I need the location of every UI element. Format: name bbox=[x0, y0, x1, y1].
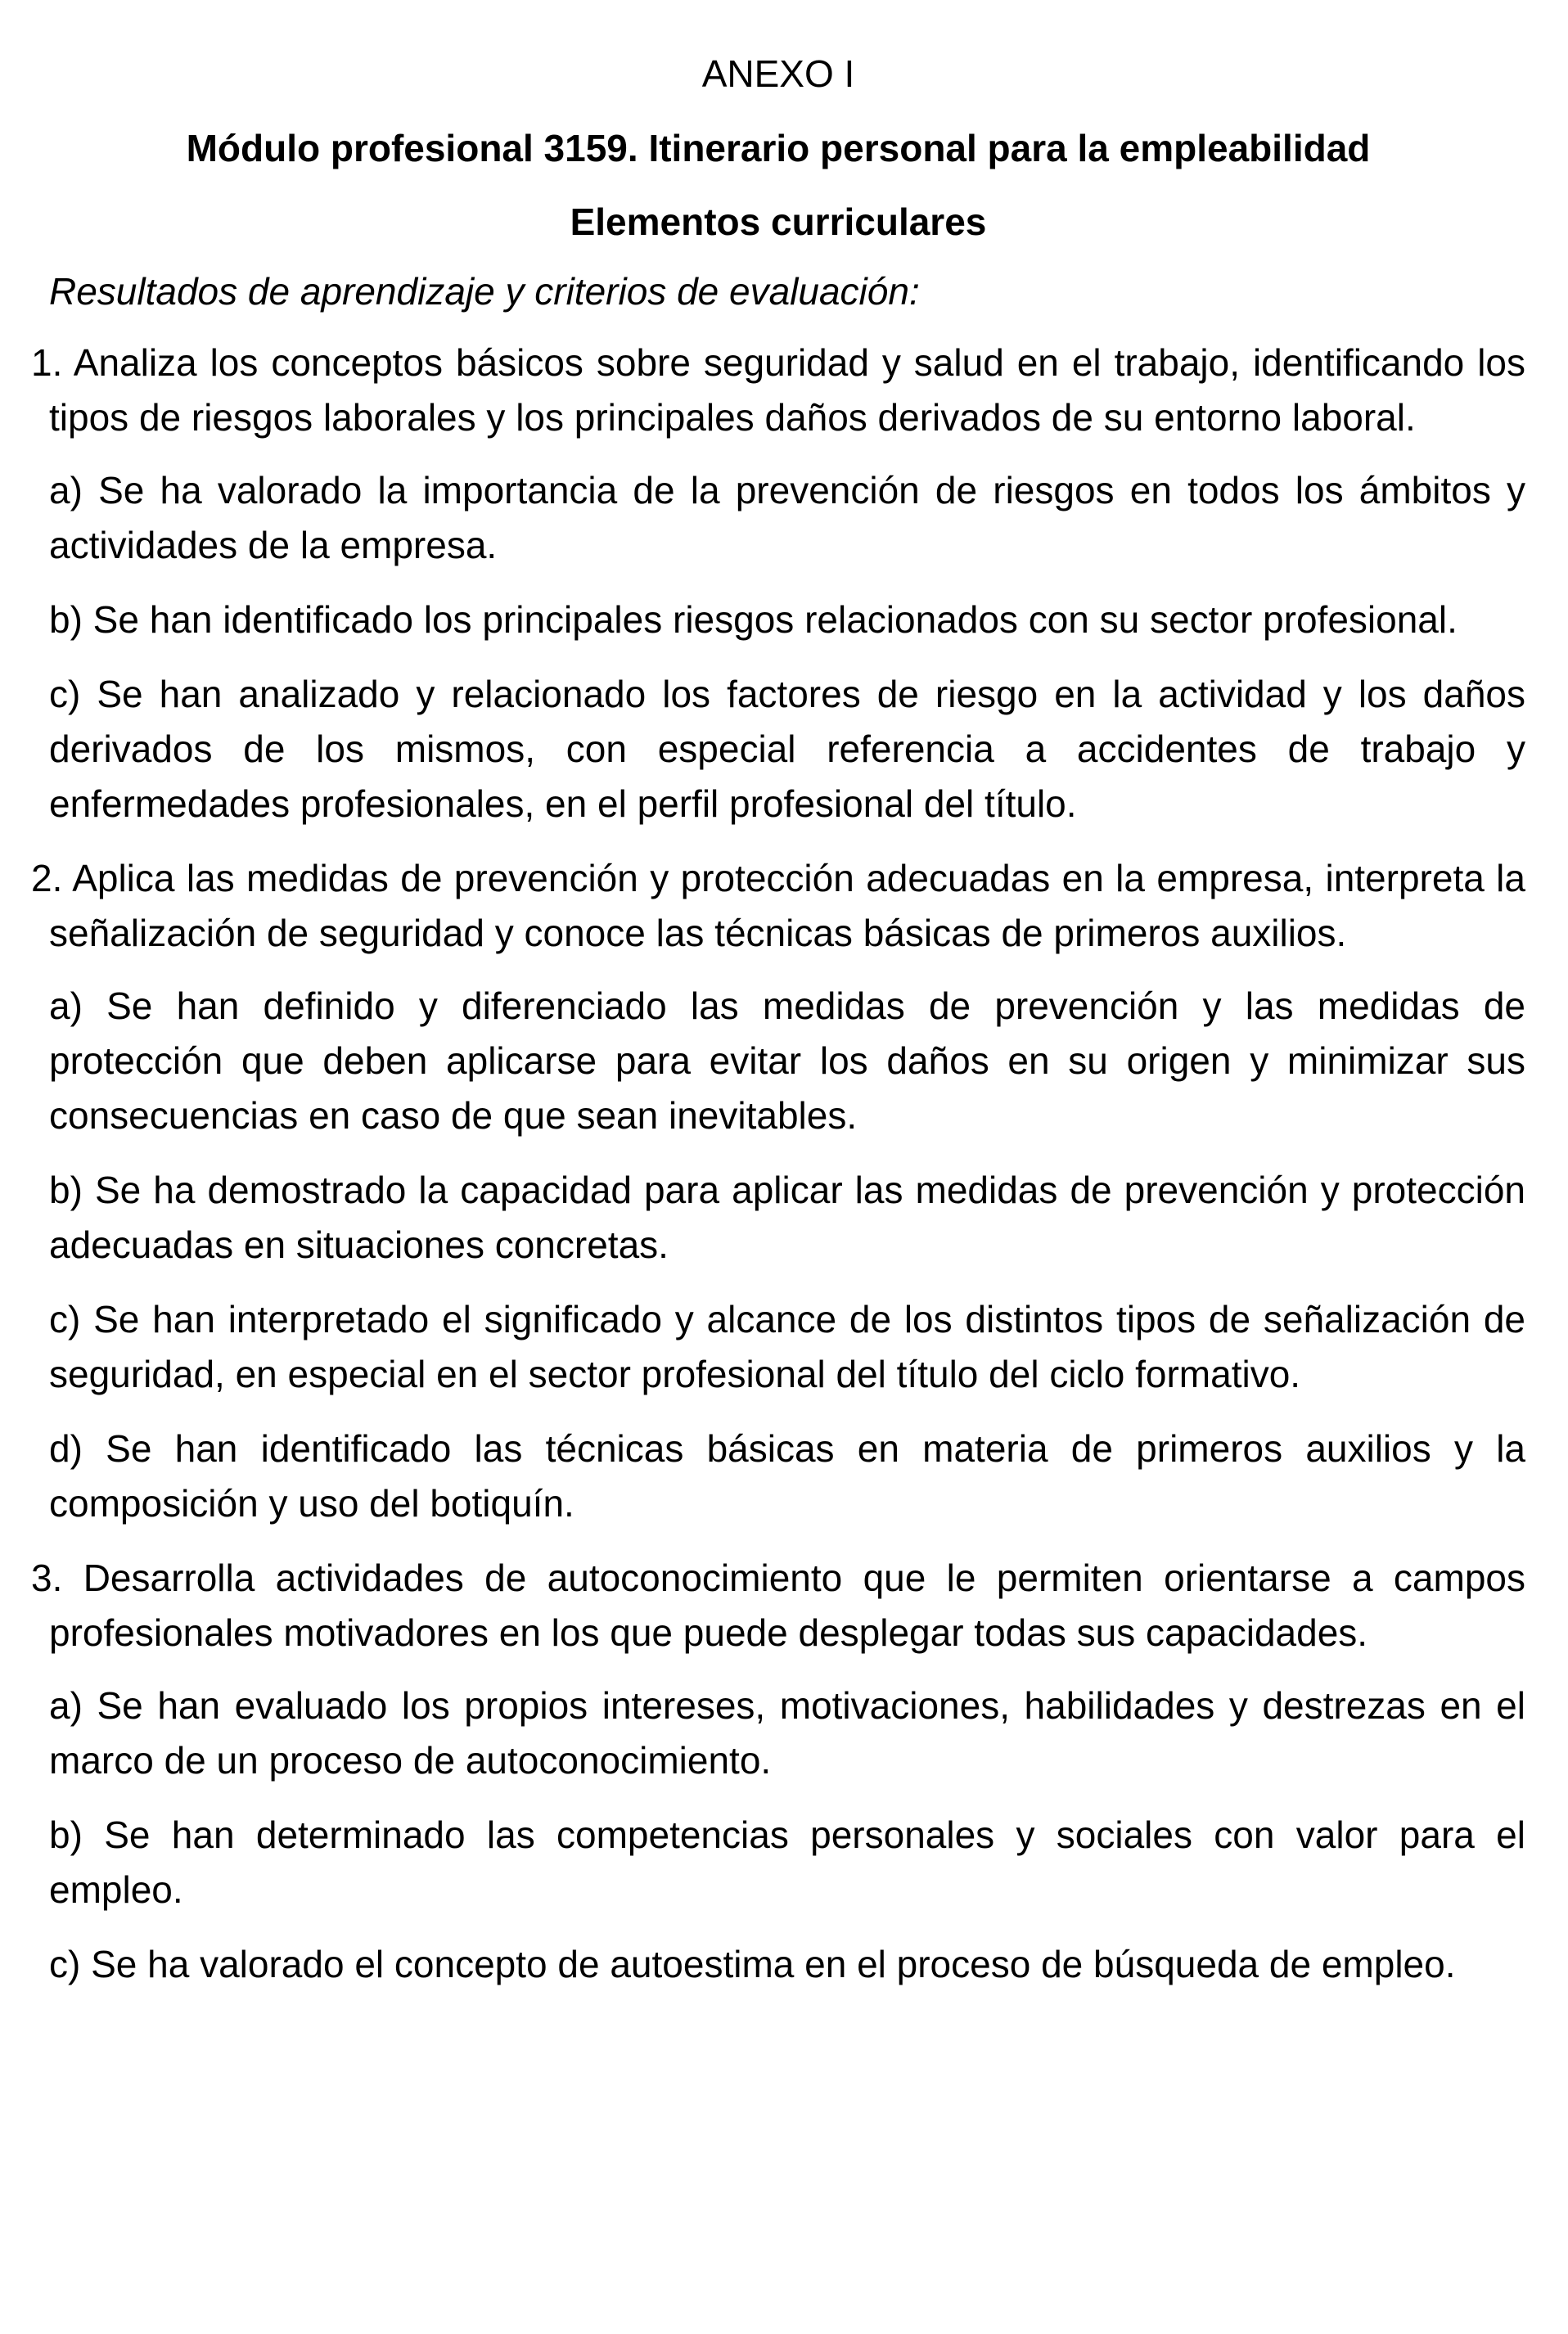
learning-outcome-3 bbox=[31, 1551, 1525, 1992]
criteria-list bbox=[31, 979, 1525, 1531]
section-title: Elementos curriculares bbox=[570, 201, 987, 243]
criterion-item: c) Se ha valorado el concepto de autoestima en el proceso de búsqueda de empleo. bbox=[49, 1943, 1456, 1985]
criterion-item: c) Se han interpretado el significado y alcance de los distintos tipos de señalización de seguridad, en especial en el sector profesional del título del ciclo formativo. bbox=[49, 1298, 1525, 1395]
criterion-item: d) Se han identificado las técnicas básicas en materia de primeros auxilios y la composición y uso del botiquín. bbox=[49, 1427, 1525, 1525]
module-title: Módulo profesional 3159. Itinerario personal para la empleabilidad bbox=[186, 127, 1371, 169]
criterion-item: b) Se han determinado las competencias personales y sociales con valor para el empleo. bbox=[49, 1814, 1525, 1911]
annex-label: ANEXO I bbox=[701, 52, 855, 95]
criterion-item: b) Se han identificado los principales riesgos relacionados con su sector profesional. bbox=[49, 598, 1458, 641]
criteria-list bbox=[31, 1678, 1525, 1992]
outcome-text: 2. Aplica las medidas de prevención y protección adecuadas en la empresa, interpreta la señalización de seguridad y conoce las técnicas básicas de primeros auxilios. bbox=[31, 857, 1525, 954]
criterion-item: a) Se han evaluado los propios intereses, motivaciones, habilidades y destrezas en el marco de un proceso de autoconocimiento. bbox=[49, 1684, 1525, 1782]
learning-outcome-2 bbox=[31, 851, 1525, 1531]
intro-text: Resultados de aprendizaje y criterios de evaluación: bbox=[49, 270, 920, 313]
outcome-text: 1. Analiza los conceptos básicos sobre seguridad y salud en el trabajo, identificando los tipos de riesgos laborales y los principales daños derivados de su entorno laboral. bbox=[31, 341, 1525, 439]
criterion-item: a) Se han definido y diferenciado las medidas de prevención y las medidas de protección que deben aplicarse para evitar los daños en su origen y minimizar sus consecuencias en caso de que sean inevitables. bbox=[49, 985, 1525, 1137]
learning-outcome-1 bbox=[31, 336, 1525, 831]
criterion-item: b) Se ha demostrado la capacidad para aplicar las medidas de prevención y protección adecuadas en situaciones concretas. bbox=[49, 1169, 1525, 1266]
criterion-item: a) Se ha valorado la importancia de la prevención de riesgos en todos los ámbitos y actividades de la empresa. bbox=[49, 469, 1525, 566]
criterion-item: c) Se han analizado y relacionado los factores de riesgo en la actividad y los daños derivados de los mismos, con especial referencia a accidentes de trabajo y enfermedades profesionales, en el perfil profesional del título. bbox=[49, 673, 1525, 825]
criteria-list bbox=[31, 463, 1525, 831]
outcome-text: 3. Desarrolla actividades de autoconocimiento que le permiten orientarse a campos profesionales motivadores en los que puede desplegar todas sus capacidades. bbox=[31, 1557, 1525, 1654]
